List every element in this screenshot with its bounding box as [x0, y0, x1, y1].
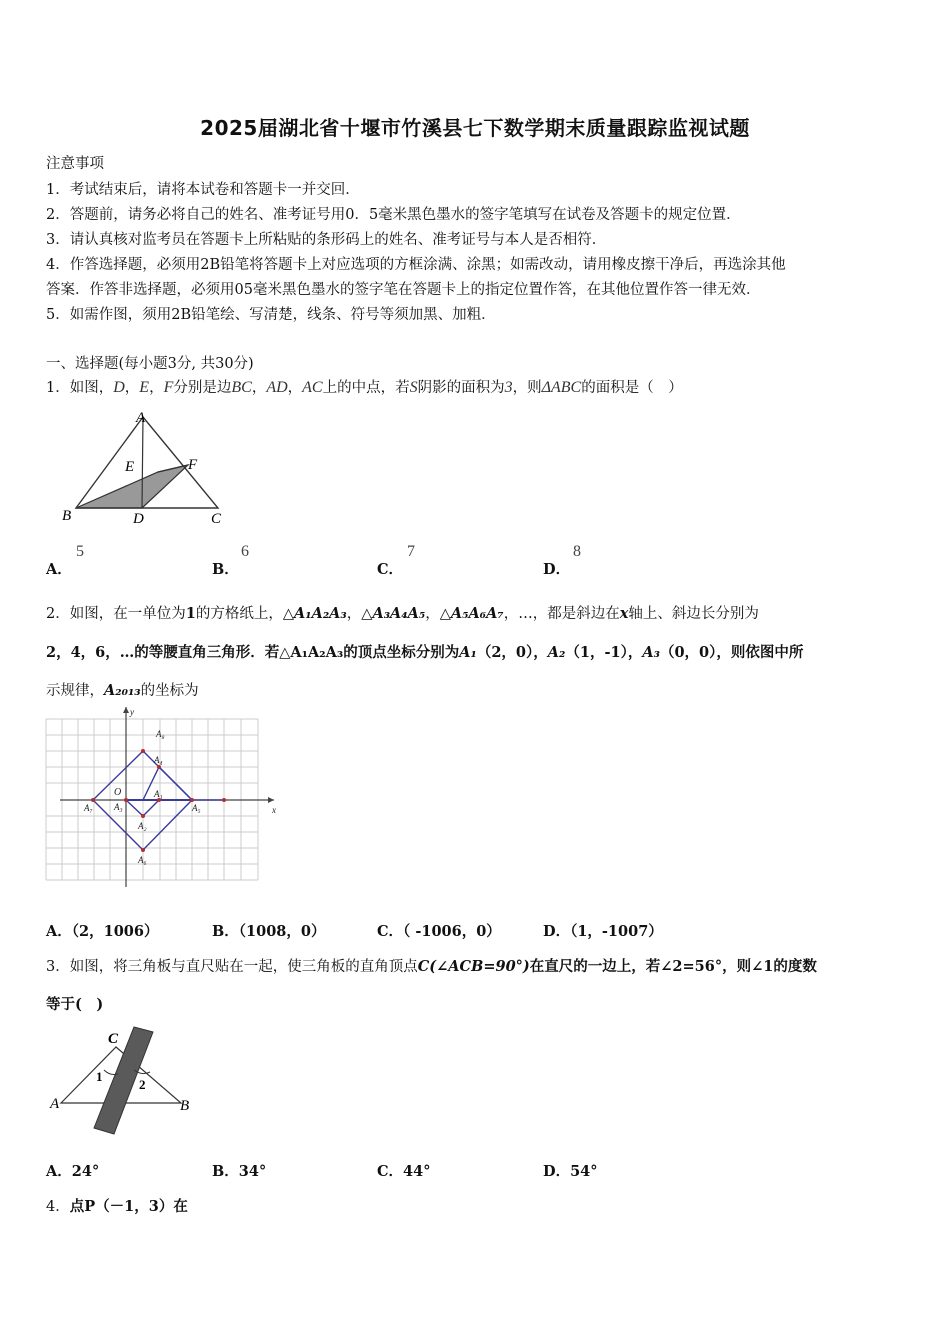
question-4-text: 4．点P（－1，3）在	[46, 1198, 188, 1215]
q3-option-a[interactable]: A．24°	[46, 1163, 100, 1180]
question-2-line-3: 示规律，A₂₀₁₃的坐标为	[46, 682, 199, 699]
section-heading: 一、选择题(每小题3分, 共30分)	[46, 356, 254, 372]
q2-option-d[interactable]: D．（1，-1007）	[543, 923, 663, 940]
notice-item: 4．作答选择题，必须用2B铅笔将答题卡上对应选项的方框涂满、涂黑；如需改动，请用橡皮擦干净后，再选涂其他	[46, 257, 786, 273]
label-C: C	[108, 1031, 119, 1047]
notice-item: 2．答题前，请务必将自己的姓名、准考证号用0．5毫米黑色墨水的签字笔填写在试卷及答题卡的规定位置．	[46, 207, 741, 223]
q2-option-b[interactable]: B．（1008，0）	[212, 923, 326, 940]
notice-item: 5．如需作图，须用2B铅笔绘、写清楚，线条、符号等须加黑、加粗．	[46, 307, 496, 323]
q2-coordinate-grid-figure	[44, 705, 284, 890]
label-A3: A₃	[114, 802, 123, 812]
label-F: F	[188, 457, 198, 473]
label-B: B	[180, 1098, 190, 1114]
q1-option-a-value: 5	[76, 543, 84, 560]
label-A1: A₁	[154, 789, 163, 799]
label-C: C	[211, 511, 222, 527]
origin-label: O	[114, 787, 122, 798]
q1-option-d-label[interactable]: D．	[543, 561, 571, 578]
q2-option-a[interactable]: A．（2，1006）	[46, 923, 159, 940]
q3-option-d[interactable]: D．54°	[543, 1163, 598, 1180]
q1-option-c-value: 7	[407, 543, 415, 560]
q3-option-b[interactable]: B．34°	[212, 1163, 267, 1180]
label-A4: A₄	[154, 755, 163, 765]
label-A: A	[136, 410, 146, 426]
axis-label-x: x	[272, 805, 276, 815]
q1-option-c-label[interactable]: C．	[377, 561, 404, 578]
angle-2-label: 2	[139, 1077, 146, 1092]
q3-ruler-triangle-figure	[46, 1022, 206, 1142]
notice-item: 答案．作答非选择题，必须用05毫米黑色墨水的签字笔在答题卡上的指定位置作答，在其他位置作答一律无效．	[46, 282, 761, 298]
page-title: 2025届湖北省十堰市竹溪县七下数学期末质量跟踪监视试题	[200, 116, 750, 140]
label-A5: A₅	[192, 803, 201, 813]
question-3-line-2: 等于( )	[46, 996, 104, 1013]
angle-1-label: 1	[96, 1069, 103, 1084]
q1-option-b-label[interactable]: B．	[212, 561, 239, 578]
q1-option-a-label[interactable]: A．	[46, 561, 72, 578]
question-2-line-2: 2，4，6，…的等腰直角三角形．若△A₁A₂A₃的顶点坐标分别为A₁（2，0），A₂（1，-1），A₃（0，0），则依图中所	[46, 644, 804, 661]
label-E: E	[125, 459, 135, 475]
q1-option-b-value: 6	[241, 543, 249, 560]
label-A2: A₂	[138, 821, 147, 831]
q3-option-c[interactable]: C．44°	[377, 1163, 431, 1180]
notice-heading: 注意事项	[46, 156, 104, 172]
question-3-line-1: 3．如图，将三角板与直尺贴在一起，使三角板的直角顶点C(∠ACB=90°)在直尺的一边上，若∠2=56°，则∠1的度数	[46, 958, 817, 975]
label-A6: A₆	[138, 855, 147, 865]
question-1-text: 1．如图，D，E，F分别是边BC，AD，AC上的中点，若S阴影的面积为3，则ΔABC的面积是（ ）	[46, 379, 683, 396]
label-A: A	[50, 1096, 60, 1112]
label-D: D	[133, 511, 144, 527]
label-A8: A₈	[156, 729, 165, 739]
label-B: B	[62, 508, 72, 524]
q1-option-d-value: 8	[573, 543, 581, 560]
notice-item: 1．考试结束后，请将本试卷和答题卡一并交回．	[46, 182, 360, 198]
question-2-line-1: 2．如图，在一单位为1的方格纸上，△A₁A₂A₃，△A₃A₄A₅，△A₅A₆A₇，…，都是斜边在x轴上、斜边长分别为	[46, 605, 759, 622]
label-A7: A₇	[84, 803, 93, 813]
q1-triangle-figure	[58, 405, 230, 530]
axis-label-y: y	[130, 707, 134, 717]
notice-item: 3．请认真核对监考员在答题卡上所粘贴的条形码上的姓名、准考证号与本人是否相符．	[46, 232, 607, 248]
q2-option-c[interactable]: C．（ -1006，0）	[377, 923, 501, 940]
